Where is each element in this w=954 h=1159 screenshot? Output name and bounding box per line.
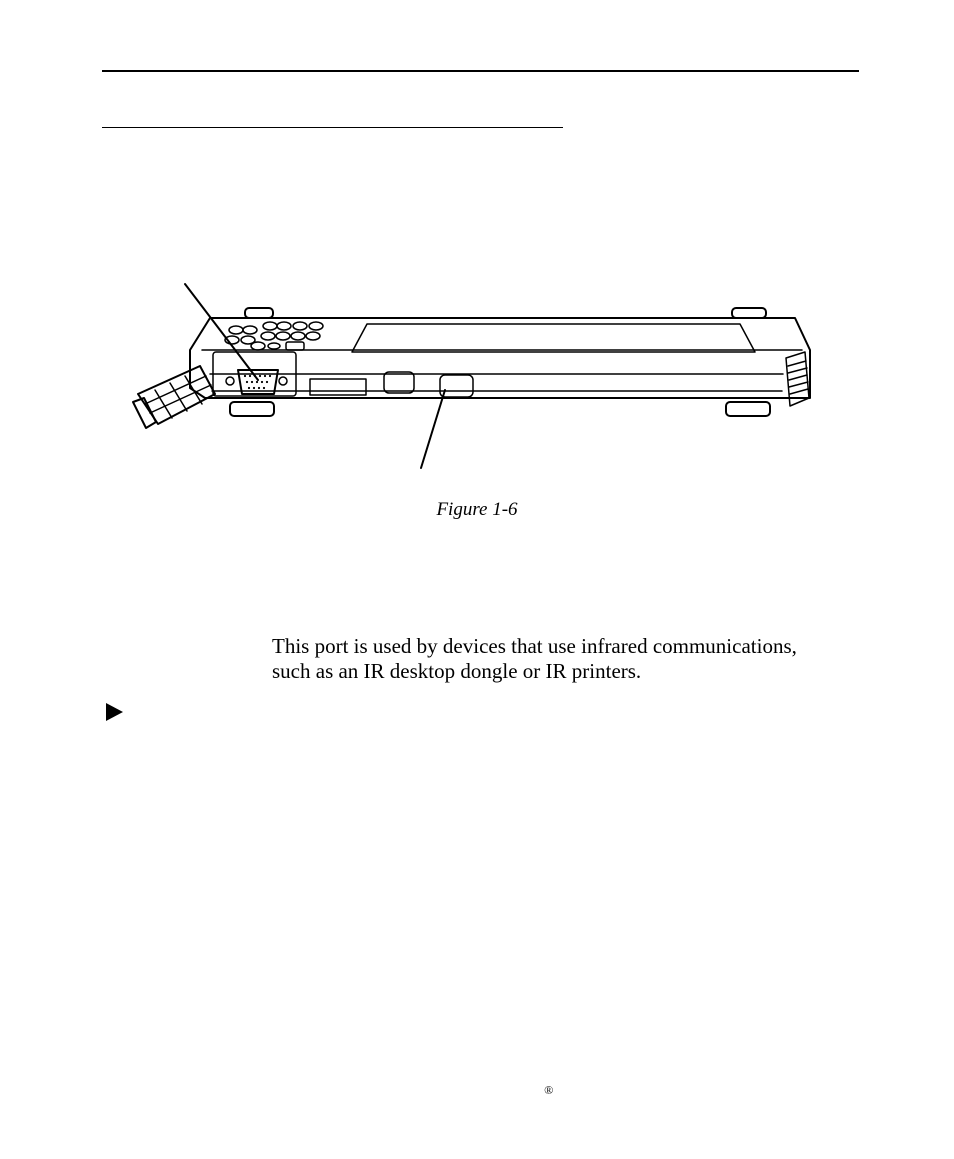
description-line-1: This port is used by devices that use infrared communications, <box>272 634 797 658</box>
device-keypad <box>225 322 323 350</box>
device-foot-top-right <box>732 308 766 318</box>
device-screen <box>352 324 755 352</box>
slot-port <box>310 379 366 395</box>
vga-callout-line <box>185 284 258 380</box>
bullet-arrow-icon <box>106 703 123 721</box>
device-foot-bottom-right <box>726 402 770 416</box>
device-foot-top-left <box>245 308 273 318</box>
ir-port-description <box>272 634 912 684</box>
ir-callout-line <box>421 390 445 468</box>
header-rule <box>102 70 859 72</box>
ir-port <box>440 375 473 397</box>
registered-mark: ® <box>544 1083 554 1097</box>
round-port <box>384 372 414 393</box>
figure-caption: Figure 1-6 <box>436 499 518 520</box>
device-foot-bottom-left <box>230 402 274 416</box>
device-side-view-figure <box>120 270 830 480</box>
description-line-2: such as an IR desktop dongle or IR printers. <box>272 659 642 683</box>
section-rule <box>102 127 563 128</box>
